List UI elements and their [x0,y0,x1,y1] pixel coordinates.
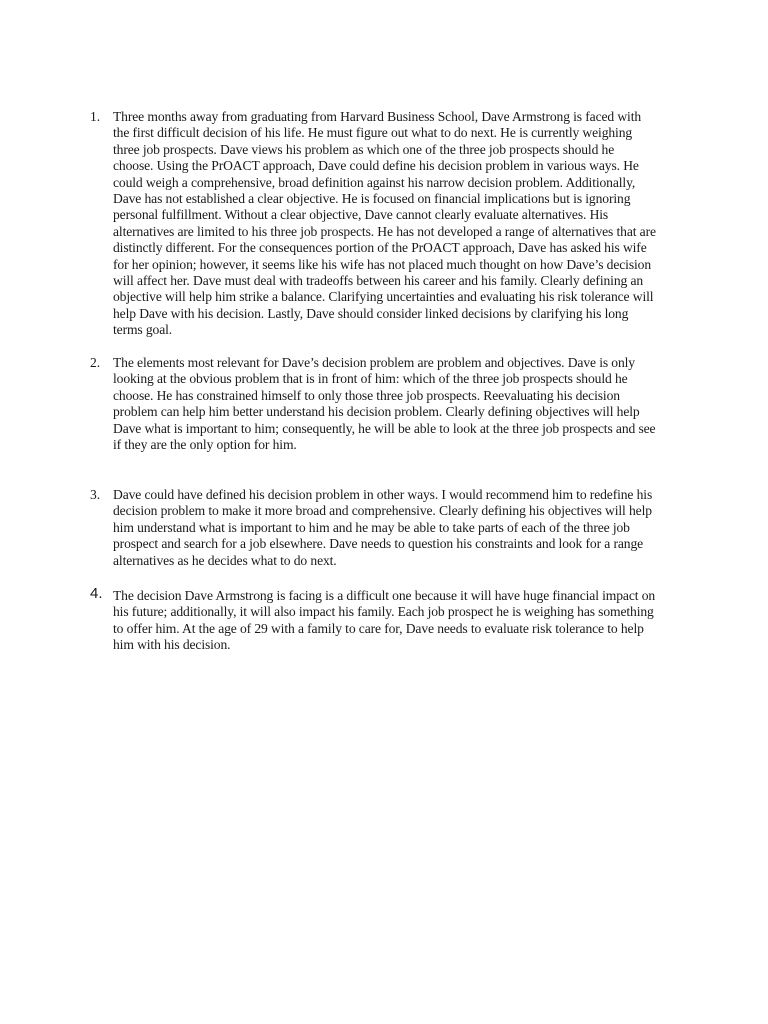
paragraph-line: help Dave with his decision. Lastly, Dave should consider linked decisions by clarifying his long [113,305,629,321]
paragraph-line: The decision Dave Armstrong is facing is a difficult one because it will have huge financial impact on [113,588,656,603]
paragraph-line: three job prospects. Dave views his problem as which one of the three job prospects should he [113,141,615,157]
paragraph-line: if they are the only option for him. [113,436,297,452]
paragraph-2 [113,355,688,453]
paragraph-line: objective will help him strike a balance. Clarifying uncertainties and evaluating his risk tolerance will [113,289,654,305]
paragraph-line: problem can help him better understand his decision problem. Clearly defining objectives will help [113,404,640,420]
paragraph-line: the first difficult decision of his life. He must figure out what to do next. He is currently weighing [113,125,633,141]
list-number: 3. [90,487,101,502]
paragraph-line: alternatives are limited to his three job prospects. He has not developed a range of alternatives that are [113,223,656,239]
paragraph-line: choose. Using the PrOACT approach, Dave could define his decision problem in various ways. He [113,158,639,174]
paragraph-line: distinctly different. For the consequences portion of the PrOACT approach, Dave has asked his wife [113,240,647,256]
paragraph-line: his future; additionally, it will also impact his family. Each job prospect he is weighing has something [113,604,654,620]
paragraph-3 [113,487,688,569]
paragraph-line: decision problem to make it more broad and comprehensive. Clearly defining his objectives will help [113,503,652,519]
paragraph-line: could weigh a comprehensive, broad definition against his narrow decision problem. Additionally, [113,174,636,190]
paragraph-line: The elements most relevant for Dave’s decision problem are problem and objectives. Dave is only [113,355,635,370]
paragraph-line: him understand what is important to him and he may be able to take parts of each of the three job [113,519,630,535]
paragraph-line: Dave could have defined his decision problem in other ways. I would recommend him to redefine his [113,487,653,502]
paragraph-line: prospect and search for a job elsewhere. Dave needs to question his constraints and look for a range [113,536,644,552]
paragraph-line: personal fulfillment. Without a clear objective, Dave cannot clearly evaluate alternatives. His [113,207,609,223]
paragraph-line: will affect her. Dave must deal with tradeoffs between his career and his family. Clearly defining an [113,272,644,288]
paragraph-line: him with his decision. [113,637,231,653]
paragraph-line: choose. He has constrained himself to only those three job prospects. Reevaluating his decision [113,387,620,403]
list-number: 4. [90,585,103,602]
paragraph-line: Three months away from graduating from Harvard Business School, Dave Armstrong is faced with [113,109,642,124]
list-number: 2. [90,355,101,370]
paragraph-line: Dave what is important to him; consequently, he will be able to look at the three job prospects and see [113,420,656,436]
paragraph-line: for her opinion; however, it seems like his wife has not placed much thought on how Dave’s decision [113,256,652,272]
paragraph-line: looking at the obvious problem that is in front of him: which of the three job prospects should he [113,371,628,387]
list-number: 1. [90,109,101,124]
paragraph-line: alternatives as he decides what to do next. [113,552,337,568]
paragraph-1 [113,109,688,338]
paragraph-4 [113,588,688,654]
paragraph-line: terms goal. [113,322,173,338]
paragraph-line: to offer him. At the age of 29 with a family to care for, Dave needs to evaluate risk tolerance to help [113,620,644,636]
paragraph-line: Dave has not established a clear objective. He is focused on financial implications but is ignoring [113,190,631,206]
